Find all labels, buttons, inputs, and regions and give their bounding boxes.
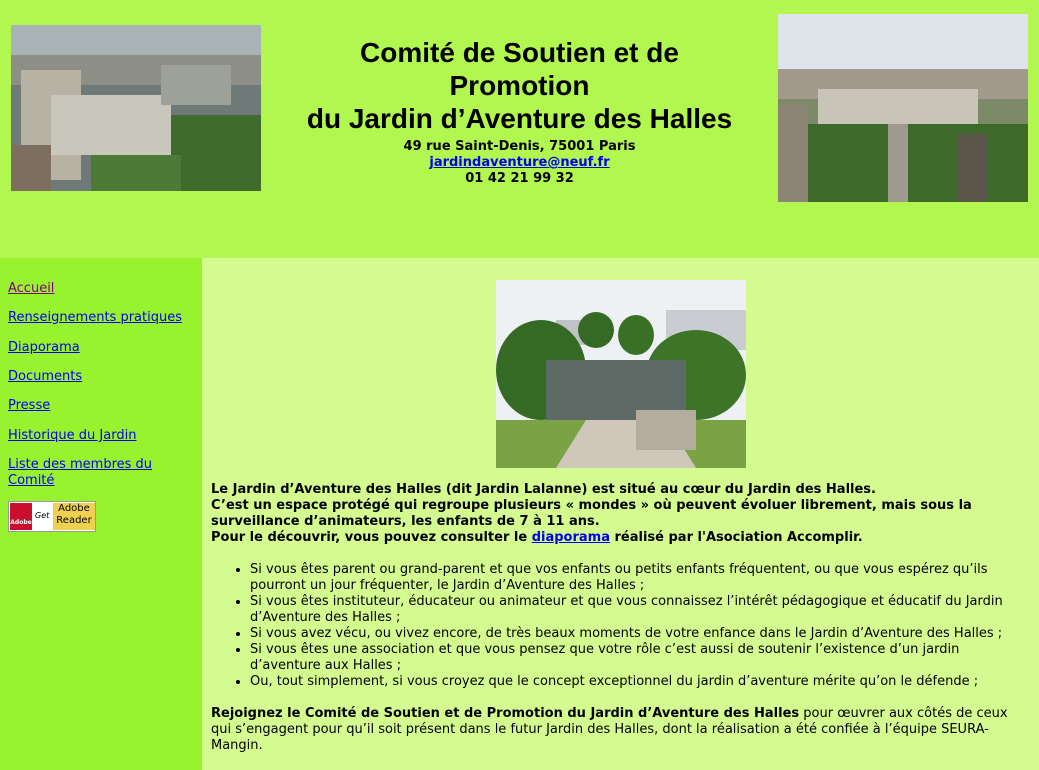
list-item: • Si vous êtes parent ou grand-parent et que vos enfants ou petits enfants fréquentent, ou que vous espérez qu’ils pourront un jour fréquenter, le Jardin d’Aventure des Halles ; xyxy=(250,562,1026,594)
badge-reader-label: Adobe Reader xyxy=(53,503,95,530)
reasons-list xyxy=(211,562,1026,690)
site-title-line-3: du Jardin d’Aventure des Halles xyxy=(306,103,733,134)
nav-link-documents[interactable]: Documents xyxy=(8,369,83,384)
get-adobe-reader-badge[interactable] xyxy=(8,501,96,532)
main-content xyxy=(211,482,1026,754)
nav-link-renseignements[interactable]: Renseignements pratiques xyxy=(8,310,182,325)
list-item: • Si vous êtes une association et que vous pensez que votre rôle c’est aussi de soutenir l’existence d’un jardin d’aventure aux Halles ; xyxy=(250,642,1026,674)
list-item: • Si vous avez vécu, ou vivez encore, de très beaux moments de votre enfance dans le Jardin d’Aventure des Halles ; xyxy=(250,626,1026,642)
email-link[interactable]: jardindaventure@neuf.fr xyxy=(429,155,610,170)
badge-get-label: Get xyxy=(35,511,50,520)
join-paragraph: Rejoignez le Comité de Soutien et de Promotion du Jardin d’Aventure des Halles pour œuvrer aux côtés de ceux qui s’engagent pour qu’il soit présent dans le futur Jardin des Halles, dont la réalisation a été confiée à l’équipe SEURA-Mangin. xyxy=(211,706,1008,753)
list-item: • Si vous êtes instituteur, éducateur ou animateur et que vous connaissez l’intérêt pédagogique et éducatif du Jardin d’Aventure des Halles ; xyxy=(250,594,1026,626)
phone-number: 01 42 21 99 32 xyxy=(465,171,574,186)
address: 49 rue Saint-Denis, 75001 Paris xyxy=(403,139,636,154)
intro-paragraph-1: Le Jardin d’Aventure des Halles (dit Jardin Lalanne) est situé au cœur du Jardin des Halles. xyxy=(211,482,876,497)
site-title-line-1: Comité de Soutien et de xyxy=(360,37,679,68)
site-title-block xyxy=(261,36,778,187)
garden-photo xyxy=(496,280,746,468)
list-item: • Ou, tout simplement, si vous croyez que le concept exceptionnel du jardin d’aventure mérite qu’on le défende ; xyxy=(250,674,1026,690)
nav-link-membres[interactable]: Liste des membres du Comité xyxy=(8,457,153,488)
nav-link-accueil[interactable]: Accueil xyxy=(8,281,55,296)
intro-paragraph-3: Pour le découvrir, vous pouvez consulter le diaporama réalisé par l'Asociation Accomplir. xyxy=(211,530,863,545)
intro-paragraph-2: C’est un espace protégé qui regroupe plusieurs « mondes » où peuvent évoluer librement, mais sous la surveillance d’animateurs, les enfants de 7 à 11 ans. xyxy=(211,498,972,529)
nav-link-presse[interactable]: Presse xyxy=(8,398,51,413)
diaporama-link[interactable]: diaporama xyxy=(531,530,610,545)
nav-link-historique[interactable]: Historique du Jardin xyxy=(8,428,137,443)
site-title-line-2: Promotion xyxy=(449,70,590,101)
aerial-photo-right xyxy=(778,14,1028,202)
adobe-logo-icon: Adobe xyxy=(10,503,32,530)
aerial-photo-left xyxy=(11,25,261,191)
header-banner xyxy=(0,0,1039,258)
nav-link-diaporama[interactable]: Diaporama xyxy=(8,340,80,355)
